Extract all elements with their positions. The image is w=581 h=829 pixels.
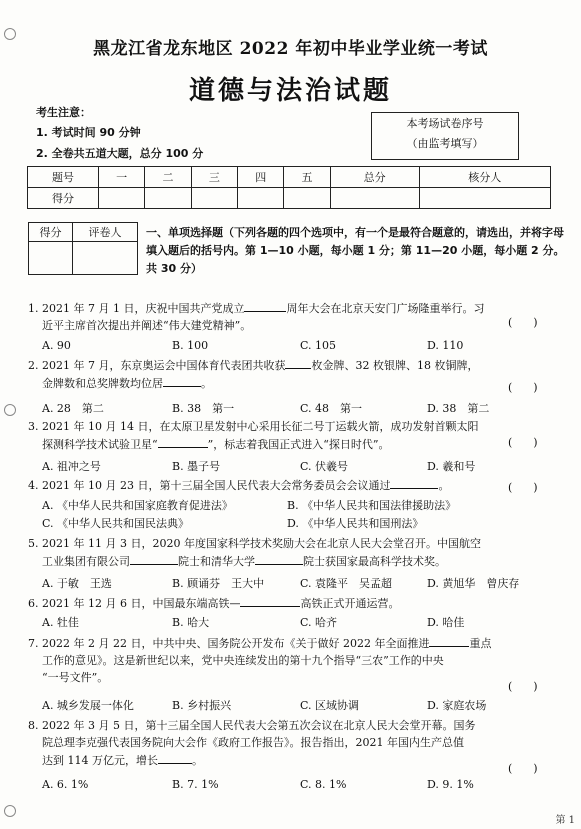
option-a[interactable]: A. 于敏 王选 xyxy=(42,577,112,590)
grader-table xyxy=(28,222,138,275)
question-text: 院士获国家最高科学技术奖。 xyxy=(303,555,446,568)
score-header-cell: 三 xyxy=(191,167,237,188)
subject-title: 道德与法治试题 xyxy=(188,76,392,106)
question-text: 。 xyxy=(201,377,212,390)
score-table-header-row xyxy=(28,167,551,188)
option-a[interactable]: A. 90 xyxy=(42,339,71,352)
answer-paren[interactable]: ( ) xyxy=(508,680,538,693)
option-b[interactable]: B. 墨子号 xyxy=(172,460,221,473)
section-instructions: 一、单项选择题（下列各题的四个选项中，有一个是最符合题意的，请选出，并将字母填入题后的括号内。第 1—10 小题，每小题 1 分；第 11—20 小题，每小题 2 分。共 30 分） xyxy=(146,226,565,275)
option-b[interactable]: B. 7. 1% xyxy=(172,778,219,791)
question-text: 工业集团有限公司 xyxy=(42,555,130,568)
score-cell[interactable] xyxy=(238,188,284,209)
score-cell[interactable] xyxy=(99,188,145,209)
score-header-cell: 一 xyxy=(99,167,145,188)
option-b[interactable]: B. 哈大 xyxy=(172,616,210,629)
notice-item: 2. 全卷共五道大题，总分 100 分 xyxy=(36,147,204,160)
score-header-cell: 二 xyxy=(145,167,191,188)
notice-item: 1. 考试时间 90 分钟 xyxy=(36,126,141,139)
answer-blank xyxy=(158,751,192,764)
option-c[interactable]: C. 105 xyxy=(300,339,337,352)
question-text: 8. 2022 年 3 月 5 日，第十三届全国人民代表大会第五次会议在北京人民大会堂开幕。国务 xyxy=(28,719,476,732)
question-text: 4. 2021 年 10 月 23 日，第十三届全国人民代表大会常务委员会会议通过 xyxy=(28,479,391,492)
answer-blank xyxy=(163,374,201,387)
option-a[interactable]: A. 《中华人民共和国家庭教育促进法》 xyxy=(42,499,233,512)
option-a[interactable]: A. 城乡发展一体化 xyxy=(42,699,134,712)
score-cell[interactable] xyxy=(419,188,550,209)
answer-blank xyxy=(244,299,286,312)
score-header-cell: 五 xyxy=(284,167,330,188)
binding-hole xyxy=(4,805,16,817)
option-c[interactable]: C. 伏羲号 xyxy=(300,460,349,473)
option-a[interactable]: A. 6. 1% xyxy=(42,778,89,791)
grader-score-cell[interactable] xyxy=(29,242,73,275)
question-8 xyxy=(28,717,558,769)
option-c[interactable]: C. 哈齐 xyxy=(300,616,338,629)
page-number: 第 1 xyxy=(555,815,575,826)
score-header-cell: 题号 xyxy=(28,167,99,188)
answer-blank xyxy=(130,552,178,565)
question-text: 5. 2021 年 11 月 3 日，2020 年度国家科学技术奖励大会在北京人民大会堂召开。中国航空 xyxy=(28,537,481,550)
answer-blank xyxy=(285,356,311,369)
question-2 xyxy=(28,356,558,392)
answer-blank xyxy=(390,476,438,489)
answer-paren[interactable]: ( ) xyxy=(508,436,538,449)
option-c[interactable]: C. 袁隆平 吴孟超 xyxy=(300,577,393,590)
question-text: 3. 2021 年 10 月 14 日，在太原卫星发射中心采用长征二号丁运载火箭，成功发射首颗太阳 xyxy=(28,420,479,433)
answer-paren[interactable]: ( ) xyxy=(508,762,538,775)
question-4 xyxy=(28,476,558,494)
score-header-cell: 四 xyxy=(238,167,284,188)
seat-box-label: 本考场试卷序号 xyxy=(406,117,484,130)
question-text: ”，标志着我国正式进入“探日时代”。 xyxy=(207,438,390,451)
score-header-cell: 核分人 xyxy=(419,167,550,188)
question-text: 达到 114 万亿元，增长 xyxy=(42,754,158,767)
option-d[interactable]: D. 《中华人民共和国刑法》 xyxy=(287,517,424,530)
option-a[interactable]: A. 28 第二 xyxy=(42,402,104,415)
question-text: 近平主席首次提出并阐述“伟大建党精神”。 xyxy=(42,319,252,332)
answer-paren[interactable]: ( ) xyxy=(508,481,538,494)
question-text: 金牌数和总奖牌数均位居 xyxy=(42,377,163,390)
question-1 xyxy=(28,299,558,334)
seat-number-box xyxy=(371,112,519,160)
option-c[interactable]: C. 区域协调 xyxy=(300,699,360,712)
score-table xyxy=(27,166,551,209)
score-cell[interactable] xyxy=(284,188,330,209)
score-cell[interactable] xyxy=(330,188,419,209)
question-text: 高铁正式开通运营。 xyxy=(300,597,400,610)
answer-paren[interactable]: ( ) xyxy=(508,381,538,394)
option-b[interactable]: B. 《中华人民共和国法律援助法》 xyxy=(287,499,457,512)
question-3 xyxy=(28,418,558,453)
answer-blank xyxy=(158,435,208,448)
question-text: 院总理李克强代表国务院向大会作《政府工作报告》。报告指出，2021 年国内生产总值 xyxy=(42,736,464,749)
answer-paren[interactable]: ( ) xyxy=(508,316,538,329)
option-d[interactable]: D. 110 xyxy=(427,339,464,352)
answer-blank xyxy=(255,552,303,565)
option-d[interactable]: D. 黄旭华 曾庆存 xyxy=(427,577,520,590)
grader-name-cell[interactable] xyxy=(72,242,137,275)
answer-blank xyxy=(429,634,469,647)
question-7 xyxy=(28,634,558,686)
option-b[interactable]: B. 100 xyxy=(172,339,209,352)
question-text: 。 xyxy=(192,754,203,767)
question-6 xyxy=(28,594,558,612)
score-row-label: 得分 xyxy=(28,188,99,209)
option-d[interactable]: D. 家庭农场 xyxy=(427,699,487,712)
score-table-score-row xyxy=(28,188,551,209)
score-cell[interactable] xyxy=(145,188,191,209)
option-a[interactable]: A. 牡佳 xyxy=(42,616,79,629)
grader-header-cell: 评卷人 xyxy=(72,223,137,242)
grader-header-cell: 得分 xyxy=(29,223,73,242)
seat-box-note: （由监考填写） xyxy=(406,137,484,150)
question-text: 重点 xyxy=(469,637,492,650)
question-text: 7. 2022 年 2 月 22 日，中共中央、国务院公开发布《关于做好 2022 年全面推进 xyxy=(28,637,430,650)
question-text: 工作的意见》。这是新世纪以来，党中央连续发出的第十九个指导“三农”工作的中央 xyxy=(42,654,444,667)
question-text: 院士和清华大学 xyxy=(178,555,255,568)
notice-heading: 考生注意： xyxy=(36,106,91,119)
question-text: “一号文件”。 xyxy=(42,671,109,684)
option-d[interactable]: D. 羲和号 xyxy=(427,460,476,473)
exam-title: 黑龙江省龙东地区 2022 年初中毕业学业统一考试 xyxy=(93,39,488,59)
score-header-cell: 总分 xyxy=(330,167,419,188)
question-text: 6. 2021 年 12 月 6 日，中国最东端高铁— xyxy=(28,597,241,610)
option-b[interactable]: B. 38 第一 xyxy=(172,402,235,415)
option-c[interactable]: C. 《中华人民共和国民法典》 xyxy=(42,517,190,530)
option-b[interactable]: B. 顾诵芬 王大中 xyxy=(172,577,265,590)
question-text: 周年大会在北京天安门广场隆重举行。习 xyxy=(286,302,485,315)
question-text: 1. 2021 年 7 月 1 日，庆祝中国共产党成立 xyxy=(28,302,245,315)
option-d[interactable]: D. 38 第二 xyxy=(427,402,490,415)
option-c[interactable]: C. 48 第一 xyxy=(300,402,363,415)
question-5 xyxy=(28,535,558,570)
option-c[interactable]: C. 8. 1% xyxy=(300,778,347,791)
option-d[interactable]: D. 哈佳 xyxy=(427,616,465,629)
option-d[interactable]: D. 9. 1% xyxy=(427,778,474,791)
question-text: 探测科学技术试验卫星“ xyxy=(42,438,158,451)
question-text: 2. 2021 年 7 月，东京奥运会中国体育代表团共收获 xyxy=(28,359,286,372)
option-a[interactable]: A. 祖冲之号 xyxy=(42,460,101,473)
binding-hole xyxy=(4,404,16,416)
question-text: 。 xyxy=(438,479,450,492)
option-b[interactable]: B. 乡村振兴 xyxy=(172,699,232,712)
answer-blank xyxy=(240,594,300,607)
score-cell[interactable] xyxy=(191,188,237,209)
question-text: 枚金牌、32 枚银牌、18 枚铜牌， xyxy=(311,359,479,372)
